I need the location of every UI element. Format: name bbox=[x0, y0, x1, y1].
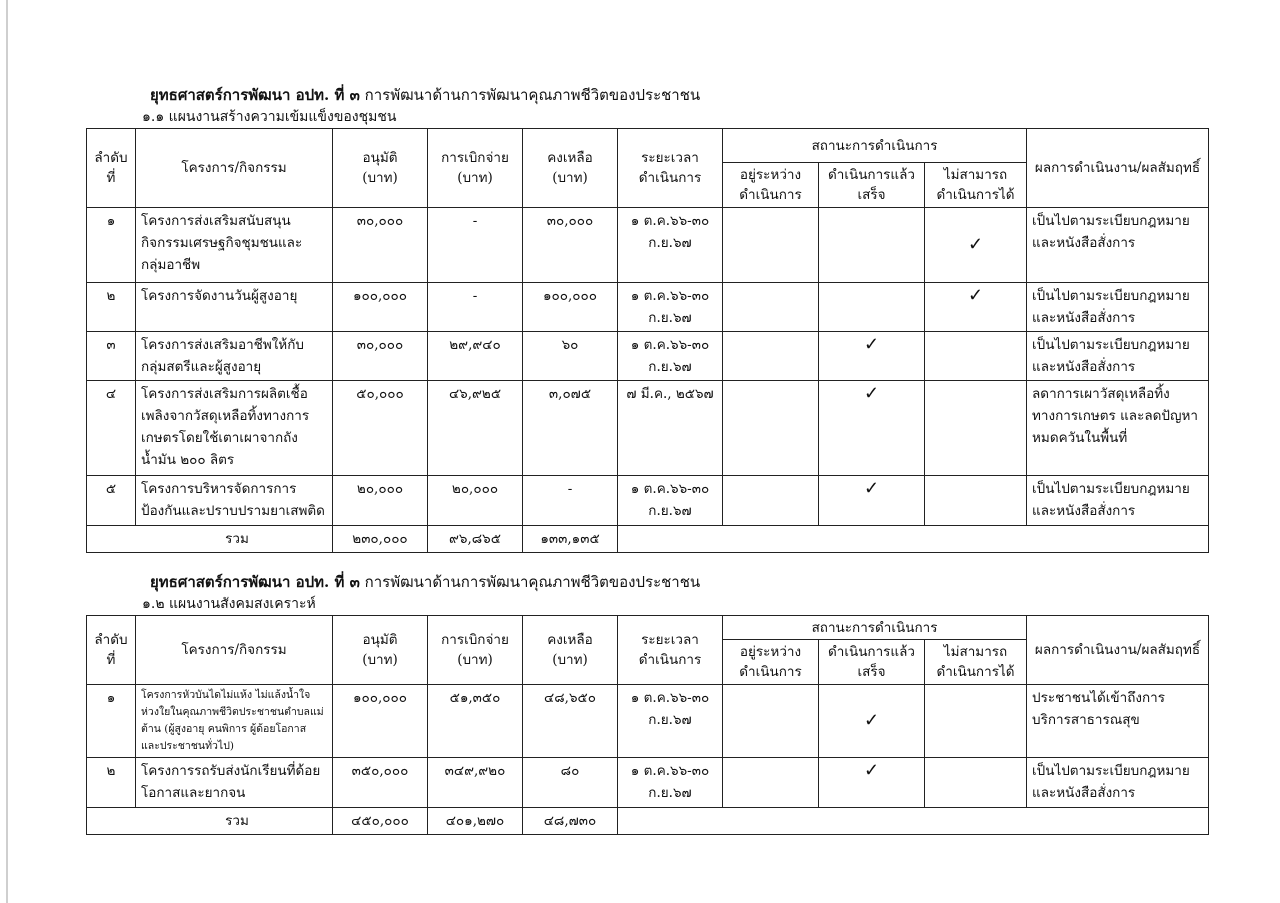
row-period: ๑ ต.ค.๖๖-๓๐ ก.ย.๖๗ bbox=[618, 476, 723, 526]
row-status-not-possible bbox=[925, 758, 1027, 808]
project-table bbox=[86, 128, 1209, 553]
row-result: เป็นไปตามระเบียบกฎหมายและหนังสือสั่งการ bbox=[1027, 332, 1209, 381]
strategy-heading bbox=[150, 571, 1208, 593]
check-icon: ✓ bbox=[819, 758, 925, 808]
header-spent: การเบิกจ่าย (บาท) bbox=[428, 129, 523, 208]
row-spent: ๕๑,๓๕๐ bbox=[428, 685, 523, 758]
row-period: ๑ ต.ค.๖๖-๓๐ ก.ย.๖๗ bbox=[618, 332, 723, 381]
row-project: โครงการรถรับส่งนักเรียนที่ด้อยโอกาสและยากจน bbox=[136, 758, 333, 808]
plan-heading: ๑.๑ แผนงานสร้างความเข้มแข็งของชุมชน bbox=[142, 109, 397, 125]
check-icon: ✓ bbox=[819, 685, 925, 758]
row-spent: - bbox=[428, 208, 523, 283]
header-not-possible: ไม่สามารถดำเนินการได้ bbox=[925, 163, 1027, 208]
plan-heading: ๑.๒ แผนงานสังคมสงเคราะห์ bbox=[142, 596, 316, 612]
section-community-strengthening bbox=[86, 84, 1208, 553]
row-no: ๒ bbox=[87, 758, 136, 808]
header-no: ลำดับที่ bbox=[87, 616, 136, 685]
row-remaining: ๖๐ bbox=[523, 332, 618, 381]
row-remaining: ๓๐,๐๐๐ bbox=[523, 208, 618, 283]
table-row bbox=[87, 758, 1209, 808]
row-period: ๑ ต.ค.๖๖-๓๐ ก.ย.๖๗ bbox=[618, 758, 723, 808]
row-status-in-progress bbox=[723, 381, 819, 476]
header-project: โครงการ/กิจกรรม bbox=[136, 129, 333, 208]
row-no: ๒ bbox=[87, 283, 136, 332]
header-approved: อนุมัติ (บาท) bbox=[333, 616, 428, 685]
header-remaining: คงเหลือ (บาท) bbox=[523, 616, 618, 685]
check-icon: ✓ bbox=[925, 283, 1027, 332]
row-status-in-progress bbox=[723, 758, 819, 808]
row-approved: ๓๐,๐๐๐ bbox=[333, 208, 428, 283]
row-remaining: ๑๐๐,๐๐๐ bbox=[523, 283, 618, 332]
row-result: เป็นไปตามระเบียบกฎหมายและหนังสือสั่งการ bbox=[1027, 758, 1209, 808]
row-result: ประชาชนได้เข้าถึงการบริการสาธารณสุข bbox=[1027, 685, 1209, 758]
row-no: ๓ bbox=[87, 332, 136, 381]
row-approved: ๓๐,๐๐๐ bbox=[333, 332, 428, 381]
total-label: รวม bbox=[87, 526, 333, 553]
strategy-heading-bold: ยุทธศาสตร์การพัฒนา อปท. ที่ ๓ bbox=[150, 86, 360, 104]
row-status-not-possible bbox=[925, 685, 1027, 758]
section-social-welfare bbox=[86, 571, 1208, 835]
row-approved: ๕๐,๐๐๐ bbox=[333, 381, 428, 476]
total-spent: ๙๖,๘๖๕ bbox=[428, 526, 523, 553]
row-approved: ๒๐,๐๐๐ bbox=[333, 476, 428, 526]
total-empty bbox=[618, 526, 1209, 553]
total-spent: ๔๐๑,๒๗๐ bbox=[428, 808, 523, 835]
total-empty bbox=[618, 808, 1209, 835]
header-period: ระยะเวลาดำเนินการ bbox=[618, 129, 723, 208]
total-remaining: ๔๘,๗๓๐ bbox=[523, 808, 618, 835]
row-status-in-progress bbox=[723, 332, 819, 381]
project-table bbox=[86, 615, 1209, 835]
total-label: รวม bbox=[87, 808, 333, 835]
row-no: ๑ bbox=[87, 685, 136, 758]
row-remaining: - bbox=[523, 476, 618, 526]
row-status-in-progress bbox=[723, 283, 819, 332]
row-status-in-progress bbox=[723, 476, 819, 526]
row-no: ๕ bbox=[87, 476, 136, 526]
header-period: ระยะเวลาดำเนินการ bbox=[618, 616, 723, 685]
row-no: ๔ bbox=[87, 381, 136, 476]
header-in-progress: อยู่ระหว่างดำเนินการ bbox=[723, 640, 819, 685]
row-status-completed bbox=[819, 208, 925, 283]
check-icon: ✓ bbox=[819, 476, 925, 526]
row-spent: ๒๐,๐๐๐ bbox=[428, 476, 523, 526]
row-period: ๑ ต.ค.๖๖-๓๐ ก.ย.๖๗ bbox=[618, 685, 723, 758]
check-icon: ✓ bbox=[925, 208, 1027, 283]
strategy-heading-rest: การพัฒนาด้านการพัฒนาคุณภาพชีวิตของประชาชน bbox=[364, 86, 701, 104]
header-status: สถานะการดำเนินการ bbox=[723, 129, 1027, 163]
row-project: โครงการส่งเสริมการผลิตเชื้อเพลิงจากวัสดุเหลือทิ้งทางการเกษตรโดยใช้เตาเผาจากถังน้ำมัน ๒๐๐ ลิตร bbox=[136, 381, 333, 476]
total-approved: ๔๕๐,๐๐๐ bbox=[333, 808, 428, 835]
row-period: ๑ ต.ค.๖๖-๓๐ ก.ย.๖๗ bbox=[618, 208, 723, 283]
check-icon: ✓ bbox=[819, 332, 925, 381]
header-no: ลำดับที่ bbox=[87, 129, 136, 208]
header-in-progress: อยู่ระหว่างดำเนินการ bbox=[723, 163, 819, 208]
header-remaining: คงเหลือ (บาท) bbox=[523, 129, 618, 208]
row-spent: ๔๖,๙๒๕ bbox=[428, 381, 523, 476]
total-approved: ๒๓๐,๐๐๐ bbox=[333, 526, 428, 553]
strategy-heading-bold: ยุทธศาสตร์การพัฒนา อปท. ที่ ๓ bbox=[150, 573, 360, 591]
row-result: เป็นไปตามระเบียบกฎหมายและหนังสือสั่งการ bbox=[1027, 283, 1209, 332]
row-result: ลดาการเผาวัสดุเหลือทิ้งทางการเกษตร และลดปัญหาหมดควันในพื้นที่ bbox=[1027, 381, 1209, 476]
row-status-in-progress bbox=[723, 685, 819, 758]
row-period: ๗ มี.ค., ๒๕๖๗ bbox=[618, 381, 723, 476]
table-row bbox=[87, 208, 1209, 283]
header-spent: การเบิกจ่าย (บาท) bbox=[428, 616, 523, 685]
total-row bbox=[87, 808, 1209, 835]
total-remaining: ๑๓๓,๑๓๕ bbox=[523, 526, 618, 553]
row-spent: - bbox=[428, 283, 523, 332]
row-period: ๑ ต.ค.๖๖-๓๐ ก.ย.๖๗ bbox=[618, 283, 723, 332]
row-project: โครงการจัดงานวันผู้สูงอายุ bbox=[136, 283, 333, 332]
row-remaining: ๔๘,๖๕๐ bbox=[523, 685, 618, 758]
table-row bbox=[87, 283, 1209, 332]
row-remaining: ๘๐ bbox=[523, 758, 618, 808]
row-spent: ๒๙,๙๔๐ bbox=[428, 332, 523, 381]
header-project: โครงการ/กิจกรรม bbox=[136, 616, 333, 685]
table-row bbox=[87, 381, 1209, 476]
header-not-possible: ไม่สามารถดำเนินการได้ bbox=[925, 640, 1027, 685]
row-project: โครงการหัวบันไดไม่แห้ง ไม่แล้งน้ำใจ ห่วงใยในคุณภาพชีวิตประชาชนตำบลแม่ต้าน (ผู้สูงอายุ คนพิการ ผู้ด้อยโอกาส และประชาชนทั่วไป) bbox=[136, 685, 333, 758]
strategy-heading bbox=[150, 84, 1208, 106]
row-approved: ๓๕๐,๐๐๐ bbox=[333, 758, 428, 808]
check-icon: ✓ bbox=[819, 381, 925, 476]
header-completed: ดำเนินการแล้วเสร็จ bbox=[819, 640, 925, 685]
total-row bbox=[87, 526, 1209, 553]
row-status-in-progress bbox=[723, 208, 819, 283]
table-row bbox=[87, 685, 1209, 758]
header-approved: อนุมัติ (บาท) bbox=[333, 129, 428, 208]
header-status: สถานะการดำเนินการ bbox=[723, 616, 1027, 640]
row-project: โครงการส่งเสริมสนับสนุนกิจกรรมเศรษฐกิจชุมชนและกลุ่มอาชีพ bbox=[136, 208, 333, 283]
row-status-not-possible bbox=[925, 476, 1027, 526]
row-no: ๑ bbox=[87, 208, 136, 283]
row-spent: ๓๔๙,๙๒๐ bbox=[428, 758, 523, 808]
strategy-heading-rest: การพัฒนาด้านการพัฒนาคุณภาพชีวิตของประชาชน bbox=[364, 573, 701, 591]
row-status-not-possible bbox=[925, 332, 1027, 381]
header-result: ผลการดำเนินงาน/ผลสัมฤทธิ์ bbox=[1027, 129, 1209, 208]
row-result: เป็นไปตามระเบียบกฎหมายและหนังสือสั่งการ bbox=[1027, 476, 1209, 526]
row-remaining: ๓,๐๗๕ bbox=[523, 381, 618, 476]
row-approved: ๑๐๐,๐๐๐ bbox=[333, 283, 428, 332]
header-completed: ดำเนินการแล้วเสร็จ bbox=[819, 163, 925, 208]
scan-edge bbox=[6, 0, 8, 903]
row-approved: ๑๐๐,๐๐๐ bbox=[333, 685, 428, 758]
row-project: โครงการส่งเสริมอาชีพให้กับกลุ่มสตรีและผู้สูงอายุ bbox=[136, 332, 333, 381]
header-result: ผลการดำเนินงาน/ผลสัมฤทธิ์ bbox=[1027, 616, 1209, 685]
row-result: เป็นไปตามระเบียบกฎหมายและหนังสือสั่งการ bbox=[1027, 208, 1209, 283]
table-row bbox=[87, 476, 1209, 526]
row-status-not-possible bbox=[925, 381, 1027, 476]
table-row bbox=[87, 332, 1209, 381]
row-project: โครงการบริหารจัดการการป้องกันและปราบปรามยาเสพติด bbox=[136, 476, 333, 526]
row-status-completed bbox=[819, 283, 925, 332]
